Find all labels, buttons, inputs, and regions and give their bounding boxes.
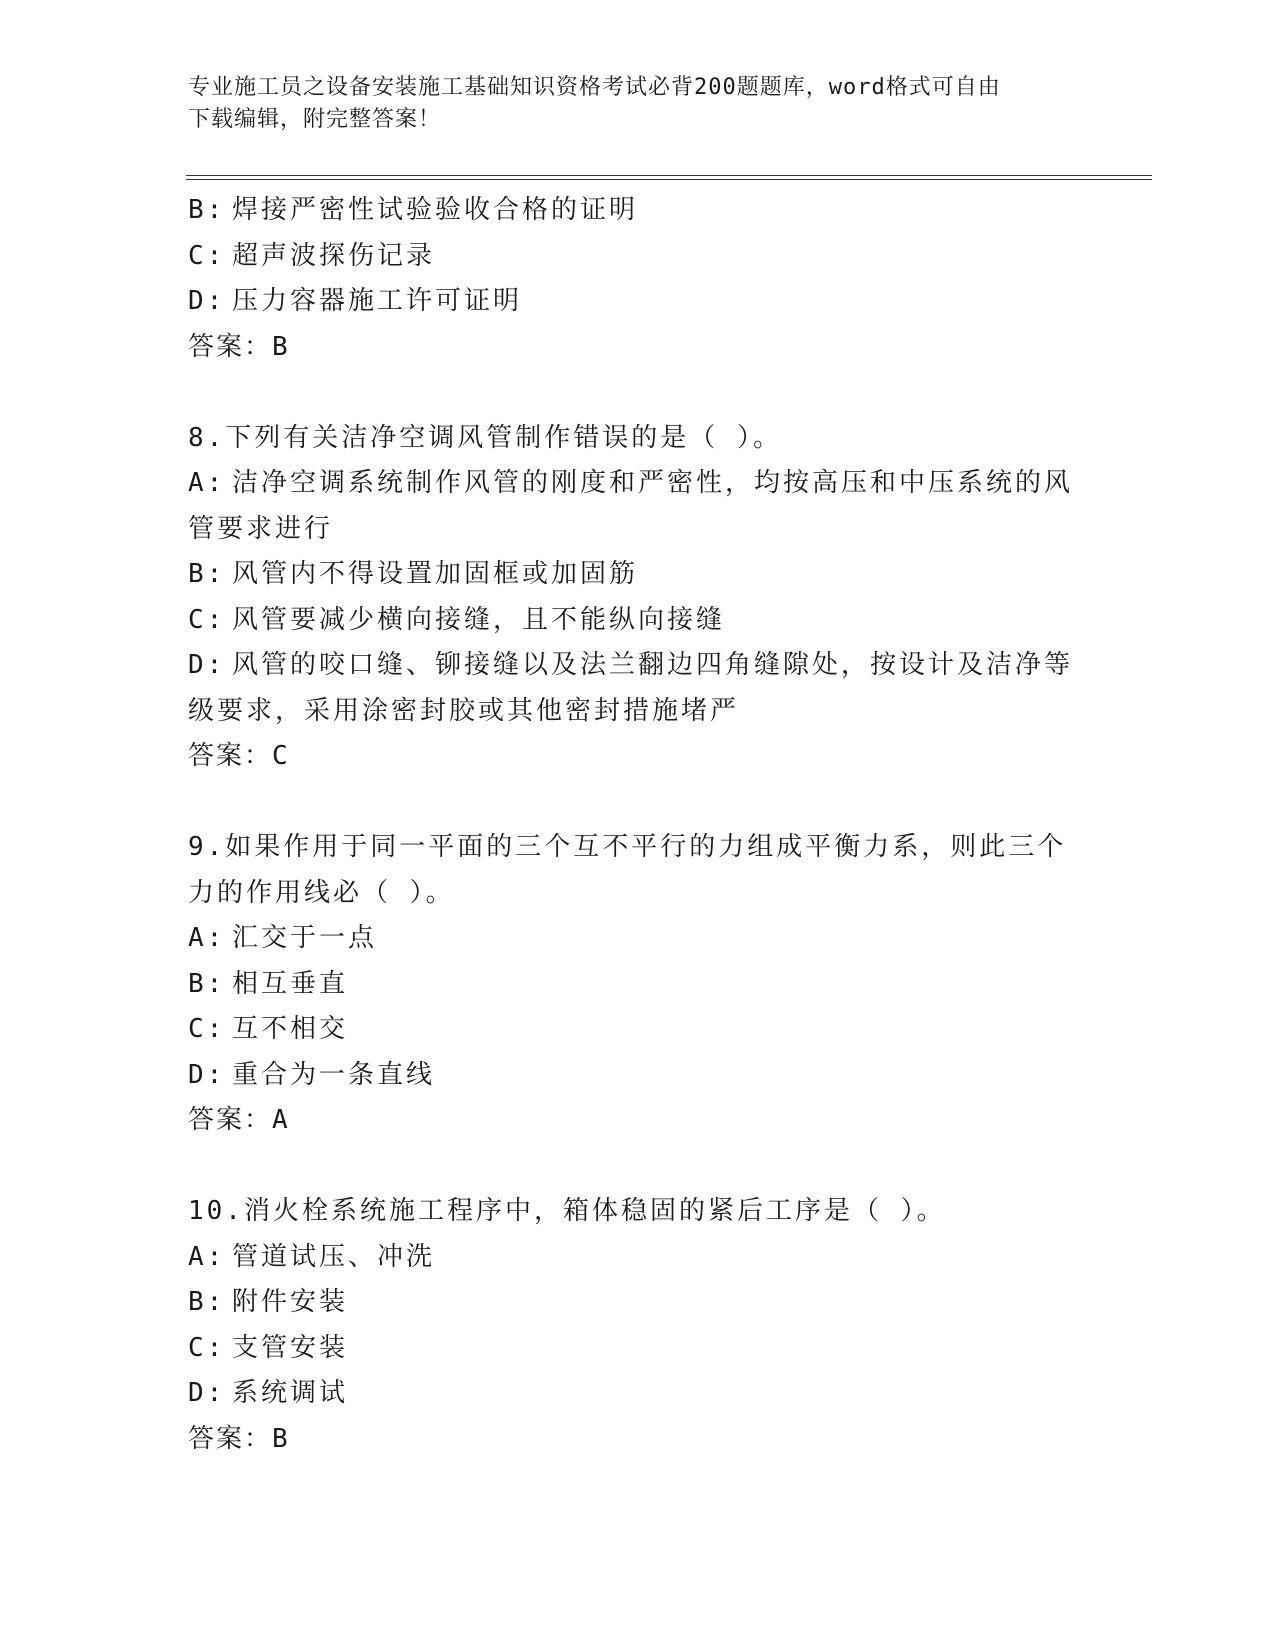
answer xyxy=(188,734,1088,780)
option-b xyxy=(188,1280,1088,1326)
option-d xyxy=(188,279,1088,325)
header-line-2: 下载编辑，附完整答案！ xyxy=(188,107,442,132)
header-line-1: 专业施工员之设备安装施工基础知识资格考试必背200题题库，word格式可自由 xyxy=(188,75,1001,100)
option-text: 管道试压、冲洗 xyxy=(232,1241,436,1272)
option-key: C: xyxy=(188,1014,226,1044)
option-d xyxy=(188,1053,1088,1099)
option-key: D: xyxy=(188,650,226,680)
page-header xyxy=(188,72,1068,136)
option-key: B: xyxy=(188,195,226,225)
option-b xyxy=(188,962,1088,1008)
option-key: C: xyxy=(188,1332,226,1363)
option-key: B: xyxy=(188,1287,226,1317)
answer-label: 答案： xyxy=(188,331,273,362)
answer xyxy=(188,1098,1088,1144)
question-9 xyxy=(188,825,1088,1144)
option-text: 超声波探伤记录 xyxy=(232,240,436,271)
option-text: 相互垂直 xyxy=(232,968,349,999)
option-key: D: xyxy=(188,1059,226,1090)
option-text: 重合为一条直线 xyxy=(232,1059,436,1090)
answer-label: 答案： xyxy=(188,1105,273,1135)
option-key: D: xyxy=(188,286,226,316)
option-text: 互不相交 xyxy=(232,1014,349,1044)
option-key: D: xyxy=(188,1378,226,1408)
option-a-continued: 管要求进行 xyxy=(188,513,334,544)
question-stem-continued: 力的作用线必（ ）。 xyxy=(188,877,455,908)
option-key: A: xyxy=(188,468,226,498)
question-10 xyxy=(188,1189,1088,1462)
option-d-continued: 级要求，采用涂密封胶或其他密封措施堵严 xyxy=(188,695,740,726)
option-text: 焊接严密性试验验收合格的证明 xyxy=(232,195,639,225)
header-divider xyxy=(186,175,1152,180)
option-c xyxy=(188,598,1088,644)
option-d xyxy=(188,1371,1088,1417)
option-text: 风管要减少横向接缝，且不能纵向接缝 xyxy=(232,604,726,635)
option-key: A: xyxy=(188,1241,226,1272)
option-text: 洁净空调系统制作风管的刚度和严密性，均按高压和中压系统的风 xyxy=(232,468,1074,498)
option-key: A: xyxy=(188,923,226,953)
option-text: 汇交于一点 xyxy=(232,923,378,953)
option-text: 系统调试 xyxy=(232,1378,349,1408)
option-key: B: xyxy=(188,559,226,589)
question-stem: 10.消火栓系统施工程序中，箱体稳固的紧后工序是（ ）。 xyxy=(188,1196,946,1226)
option-c xyxy=(188,1326,1088,1372)
option-key: C: xyxy=(188,240,226,271)
option-a xyxy=(188,461,1088,507)
option-text: 压力容器施工许可证明 xyxy=(232,286,523,316)
answer xyxy=(188,1417,1088,1463)
option-text: 风管内不得设置加固框或加固筋 xyxy=(232,559,639,589)
option-text: 附件安装 xyxy=(232,1287,349,1317)
option-a xyxy=(188,1235,1088,1281)
question-stem: 8.下列有关洁净空调风管制作错误的是（ ）。 xyxy=(188,422,782,453)
question-7-tail xyxy=(188,188,1088,370)
answer-value: A xyxy=(272,1105,290,1135)
option-b xyxy=(188,552,1088,598)
option-text: 风管的咬口缝、铆接缝以及法兰翻边四角缝隙处，按设计及洁净等 xyxy=(232,650,1074,680)
answer-value: B xyxy=(272,331,290,362)
option-a xyxy=(188,916,1088,962)
option-c xyxy=(188,1007,1088,1053)
answer-value: B xyxy=(272,1423,290,1454)
answer xyxy=(188,325,1088,371)
option-text: 支管安装 xyxy=(232,1332,349,1363)
option-b xyxy=(188,188,1088,234)
question-8 xyxy=(188,416,1088,780)
option-key: C: xyxy=(188,604,226,635)
option-d xyxy=(188,643,1088,689)
answer-value: C xyxy=(272,741,290,771)
option-c xyxy=(188,234,1088,280)
answer-label: 答案： xyxy=(188,1423,273,1454)
answer-label: 答案： xyxy=(188,741,273,771)
document-body xyxy=(188,188,1088,1462)
question-stem: 9.如果作用于同一平面的三个互不平行的力组成平衡力系，则此三个 xyxy=(188,832,1067,862)
option-key: B: xyxy=(188,968,226,999)
